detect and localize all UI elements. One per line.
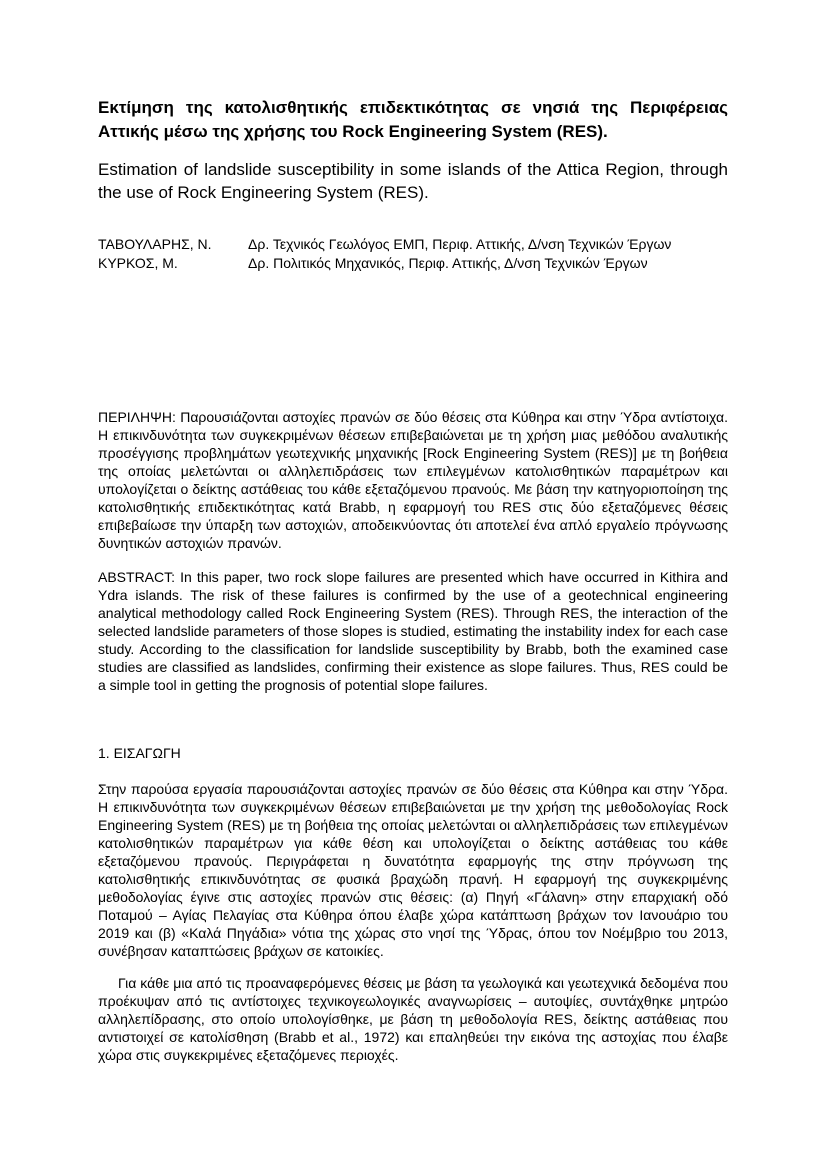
author-name: ΤΑΒΟΥΛΑΡΗΣ, Ν. — [98, 236, 212, 252]
author-row — [98, 254, 738, 273]
title-greek: Εκτίμηση της κατολισθητικής επιδεκτικότητας σε νησιά της Περιφέρειας Αττικής μέσω της χρήσης του Rock Engineering System (RES). — [98, 98, 728, 141]
abstract-english: ABSTRACT: In this paper, two rock slope failures are presented which have occurred in Kithira and Ydra islands. The risk of these failures is confirmed by the use of a geotechnical engineering analytical methodology called Rock Engineering System (RES). Through RES, the interaction of the selected landslide parameters of those slopes is studied, estimating the instability index for each case study. According to the classification for landslide susceptibility by Brabb, both the examined case studies are classified as landslides, confirming their existence as slope failures. Thus, RES could be a simple tool in getting the prognosis of potential slope failures. — [98, 569, 728, 693]
author-name: ΚΥΡΚΟΣ, Μ. — [98, 255, 178, 271]
author-affiliation: Δρ. Τεχνικός Γεωλόγος ΕΜΠ, Περιφ. Αττικής, Δ/νση Τεχνικών Έργων — [248, 236, 672, 252]
section-heading-introduction: 1. ΕΙΣΑΓΩΓΗ — [98, 745, 181, 761]
abstract-greek: ΠΕΡΙΛΗΨΗ: Παρουσιάζονται αστοχίες πρανών σε δύο θέσεις στα Κύθηρα και στην Ύδρα αντίστοιχα. Η επικινδυνότητα των συγκεκριμένων θέσεων επιβεβαιώνεται με τη χρήση μιας μεθόδου αναλυτικής προσέγγισης προβλημάτων γεωτεχνικής μηχανικής [Rock Engineering System (RES)] με τη βοήθεια της οποίας μελετώνται οι αλληλεπιδράσεις των επιλεγμένων κατολισθητικών παραμέτρων και υπολογίζεται ο δείκτης αστάθειας του κάθε εξεταζόμενου πρανούς. Με βάση την κατηγοριοποίηση της κατολισθητικής επιδεκτικότητας κατά Brabb, η εφαρμογή του RES στις δύο εξεταζόμενες θέσεις επιβεβαίωσε την ύπαρξη των αστοχιών, αποδεικνύοντας ότι αποτελεί ένα απλό εργαλείο πρόγνωσης δυνητικών αστοχιών πρανών. — [98, 409, 728, 551]
intro-paragraph: Για κάθε μια από τις προαναφερόμενες θέσεις με βάση τα γεωλογικά και γεωτεχνικά δεδομένα που προέκυψαν από τις αντίστοιχες τεχνικογεωλογικές αναγνωρίσεις – αυτοψίες, συντάχθηκε μητρώο αλληλεπίδρασης, στο οποίο υπολογίσθηκε, με βάση τη μεθοδολογία RES, δείκτης αστάθειας που αντιστοιχεί σε κατολίσθηση (Brabb et al., 1972) και επαληθεύει την εικόνα της αστοχίας που έλαβε χώρα στις συγκεκριμένες εξεταζόμενες περιοχές. — [98, 975, 728, 1063]
intro-paragraph: Στην παρούσα εργασία παρουσιάζονται αστοχίες πρανών σε δύο θέσεις στα Κύθηρα και στην Ύδρα. Η επικινδυνότητα των συγκεκριμένων θέσεων επιβεβαιώνεται με την χρήση της μεθοδολογίας Rock Engineering System (RES) με τη βοήθεια της οποίας μελετώνται οι αλληλεπιδράσεις των επιλεγμένων κατολισθητικών παραμέτρων για κάθε θέση και υπολογίζεται ο δείκτης αστάθειας του κάθε εξεταζόμενου πρανούς. Περιγράφεται η δυνατότητα εφαρμογής της στην πρόγνωση της κατολισθητικής επικινδυνότητας σε φυσικά βραχώδη πρανή. Η εφαρμογή της συγκεκριμένης μεθοδολογίας έγινε στις αστοχίες πρανών στις θέσεις: (α) Πηγή «Γάλανη» στην επαρχιακή οδό Ποταμού – Αγίας Πελαγίας στα Κύθηρα όπου έλαβε χώρα κατάπτωση βράχων τον Ιανουάριο του 2019 και (β) «Καλά Πηγάδια» νότια της χώρας στο νησί της Ύδρας, όπου τον Νοέμβριο του 2013, συνέβησαν καταπτώσεις βράχων σε κατοικίες. — [98, 781, 728, 959]
author-list — [98, 235, 738, 273]
title-english: Estimation of landslide susceptibility in some islands of the Attica Region, through the use of Rock Engineering System (RES). — [98, 160, 728, 202]
author-affiliation: Δρ. Πολιτικός Μηχανικός, Περιφ. Αττικής, Δ/νση Τεχνικών Έργων — [248, 255, 648, 271]
author-row — [98, 235, 738, 254]
